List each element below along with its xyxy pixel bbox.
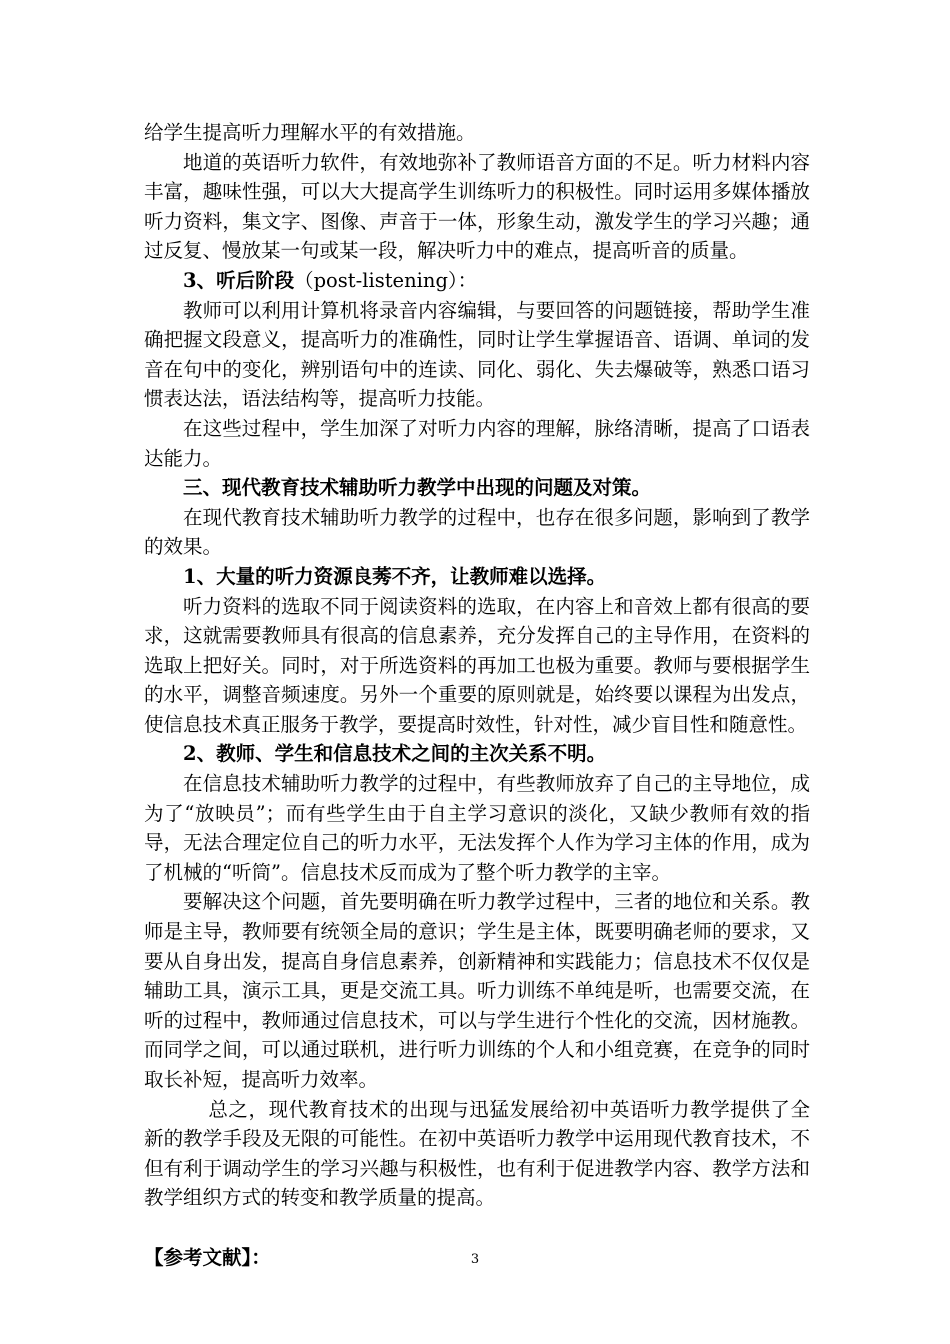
paragraph-role-confusion: 在信息技术辅助听力教学的过程中，有些教师放弃了自己的主导地位，成为了“放映员”；而有些学生由于自主学习意识的淡化，又缺少教师有效的指导，无法合理定位自己的听力水平，无法发挥个人作为学习主体的作用，成为了机械的“听筒”。信息技术反而成为了整个听力教学的主宰。: [144, 772, 810, 884]
heading-post-listening: [144, 266, 810, 296]
heading-problem-two: 2、教师、学生和信息技术之间的主次关系不明。: [183, 742, 607, 766]
paragraph-computer-editing: 教师可以利用计算机将录音内容编辑，与要回答的问题链接，帮助学生准确把握文段意义，提高听力的准确性，同时让学生掌握语音、语调、单词的发音在句中的变化，辨别语句中的连读、同化、弱化、失去爆破等，熟悉口语习惯表达法，语法结构等，提高听力技能。: [144, 298, 810, 411]
paragraph-solution: 要解决这个问题，首先要明确在听力教学过程中，三者的地位和关系。教师是主导，教师要有统领全局的意识；学生是主体，既要明确老师的要求，又要从自身出发，提高自身信息素养，创新精神和实践能力；信息技术不仅仅是辅助工具，演示工具，更是交流工具。听力训练不单纯是听，也需要交流，在听的过程中，教师通过信息技术，可以与学生进行个性化的交流，因材施教。而同学之间，可以通过联机，进行听力训练的个人和小组竞赛，在竞争的同时取长补短，提高听力效率。: [144, 890, 810, 1091]
heading-section-three: 三、现代教育技术辅助听力教学中出现的问题及对策。: [183, 476, 652, 500]
references-heading: 【参考文献】：: [144, 1245, 271, 1269]
heading-problem-one: 1、大量的听力资源良莠不齐，让教师难以选择。: [183, 564, 607, 588]
paragraph-material-selection: 听力资料的选取不同于阅读资料的选取，在内容上和音效上都有很高的要求，这就需要教师具有很高的信息素养，充分发挥自己的主导作用，在资料的选取上把好关。同时，对于所选资料的再加工也极为重要。教师与要根据学生的水平，调整音频速度。另外一个重要的原则就是，始终要以课程为出发点，使信息技术真正服务于教学，要提高时效性，针对性，减少盲目性和随意性。: [144, 594, 810, 736]
paragraph-listening-software: 地道的英语听力软件，有效地弥补了教师语音方面的不足。听力材料内容丰富，趣味性强，可以大大提高学生训练听力的积极性。同时运用多媒体播放听力资料，集文字、图像、声音于一体，形象生动，激发学生的学习兴趣；通过反复、慢放某一句或某一段，解决听力中的难点，提高听音的质量。: [144, 150, 810, 263]
page-number: 3: [470, 1252, 480, 1267]
heading-post-listening-title: 3、听后阶段: [183, 268, 295, 292]
spacer: [144, 1213, 810, 1243]
paragraph-conclusion: 总之，现代教育技术的出现与迅猛发展给初中英语听力教学提供了全新的教学手段及无限的可能性。在初中英语听力教学中运用现代教育技术，不但有利于调动学生的学习兴趣与积极性，也有利于促进教学内容、教学方法和教学组织方式的转变和教学质量的提高。: [144, 1097, 810, 1210]
paragraph-deepen-understanding: 在这些过程中，学生加深了对听力内容的理解，脉络清晰，提高了口语表达能力。: [144, 416, 810, 470]
heading-post-listening-suffix: （post-listening）：: [294, 268, 478, 292]
paragraph-problems-intro: 在现代教育技术辅助听力教学的过程中，也存在很多问题，影响到了教学的效果。: [144, 505, 810, 559]
document-body: [144, 118, 810, 1273]
paragraph-continuation: 给学生提高听力理解水平的有效措施。: [144, 121, 476, 144]
